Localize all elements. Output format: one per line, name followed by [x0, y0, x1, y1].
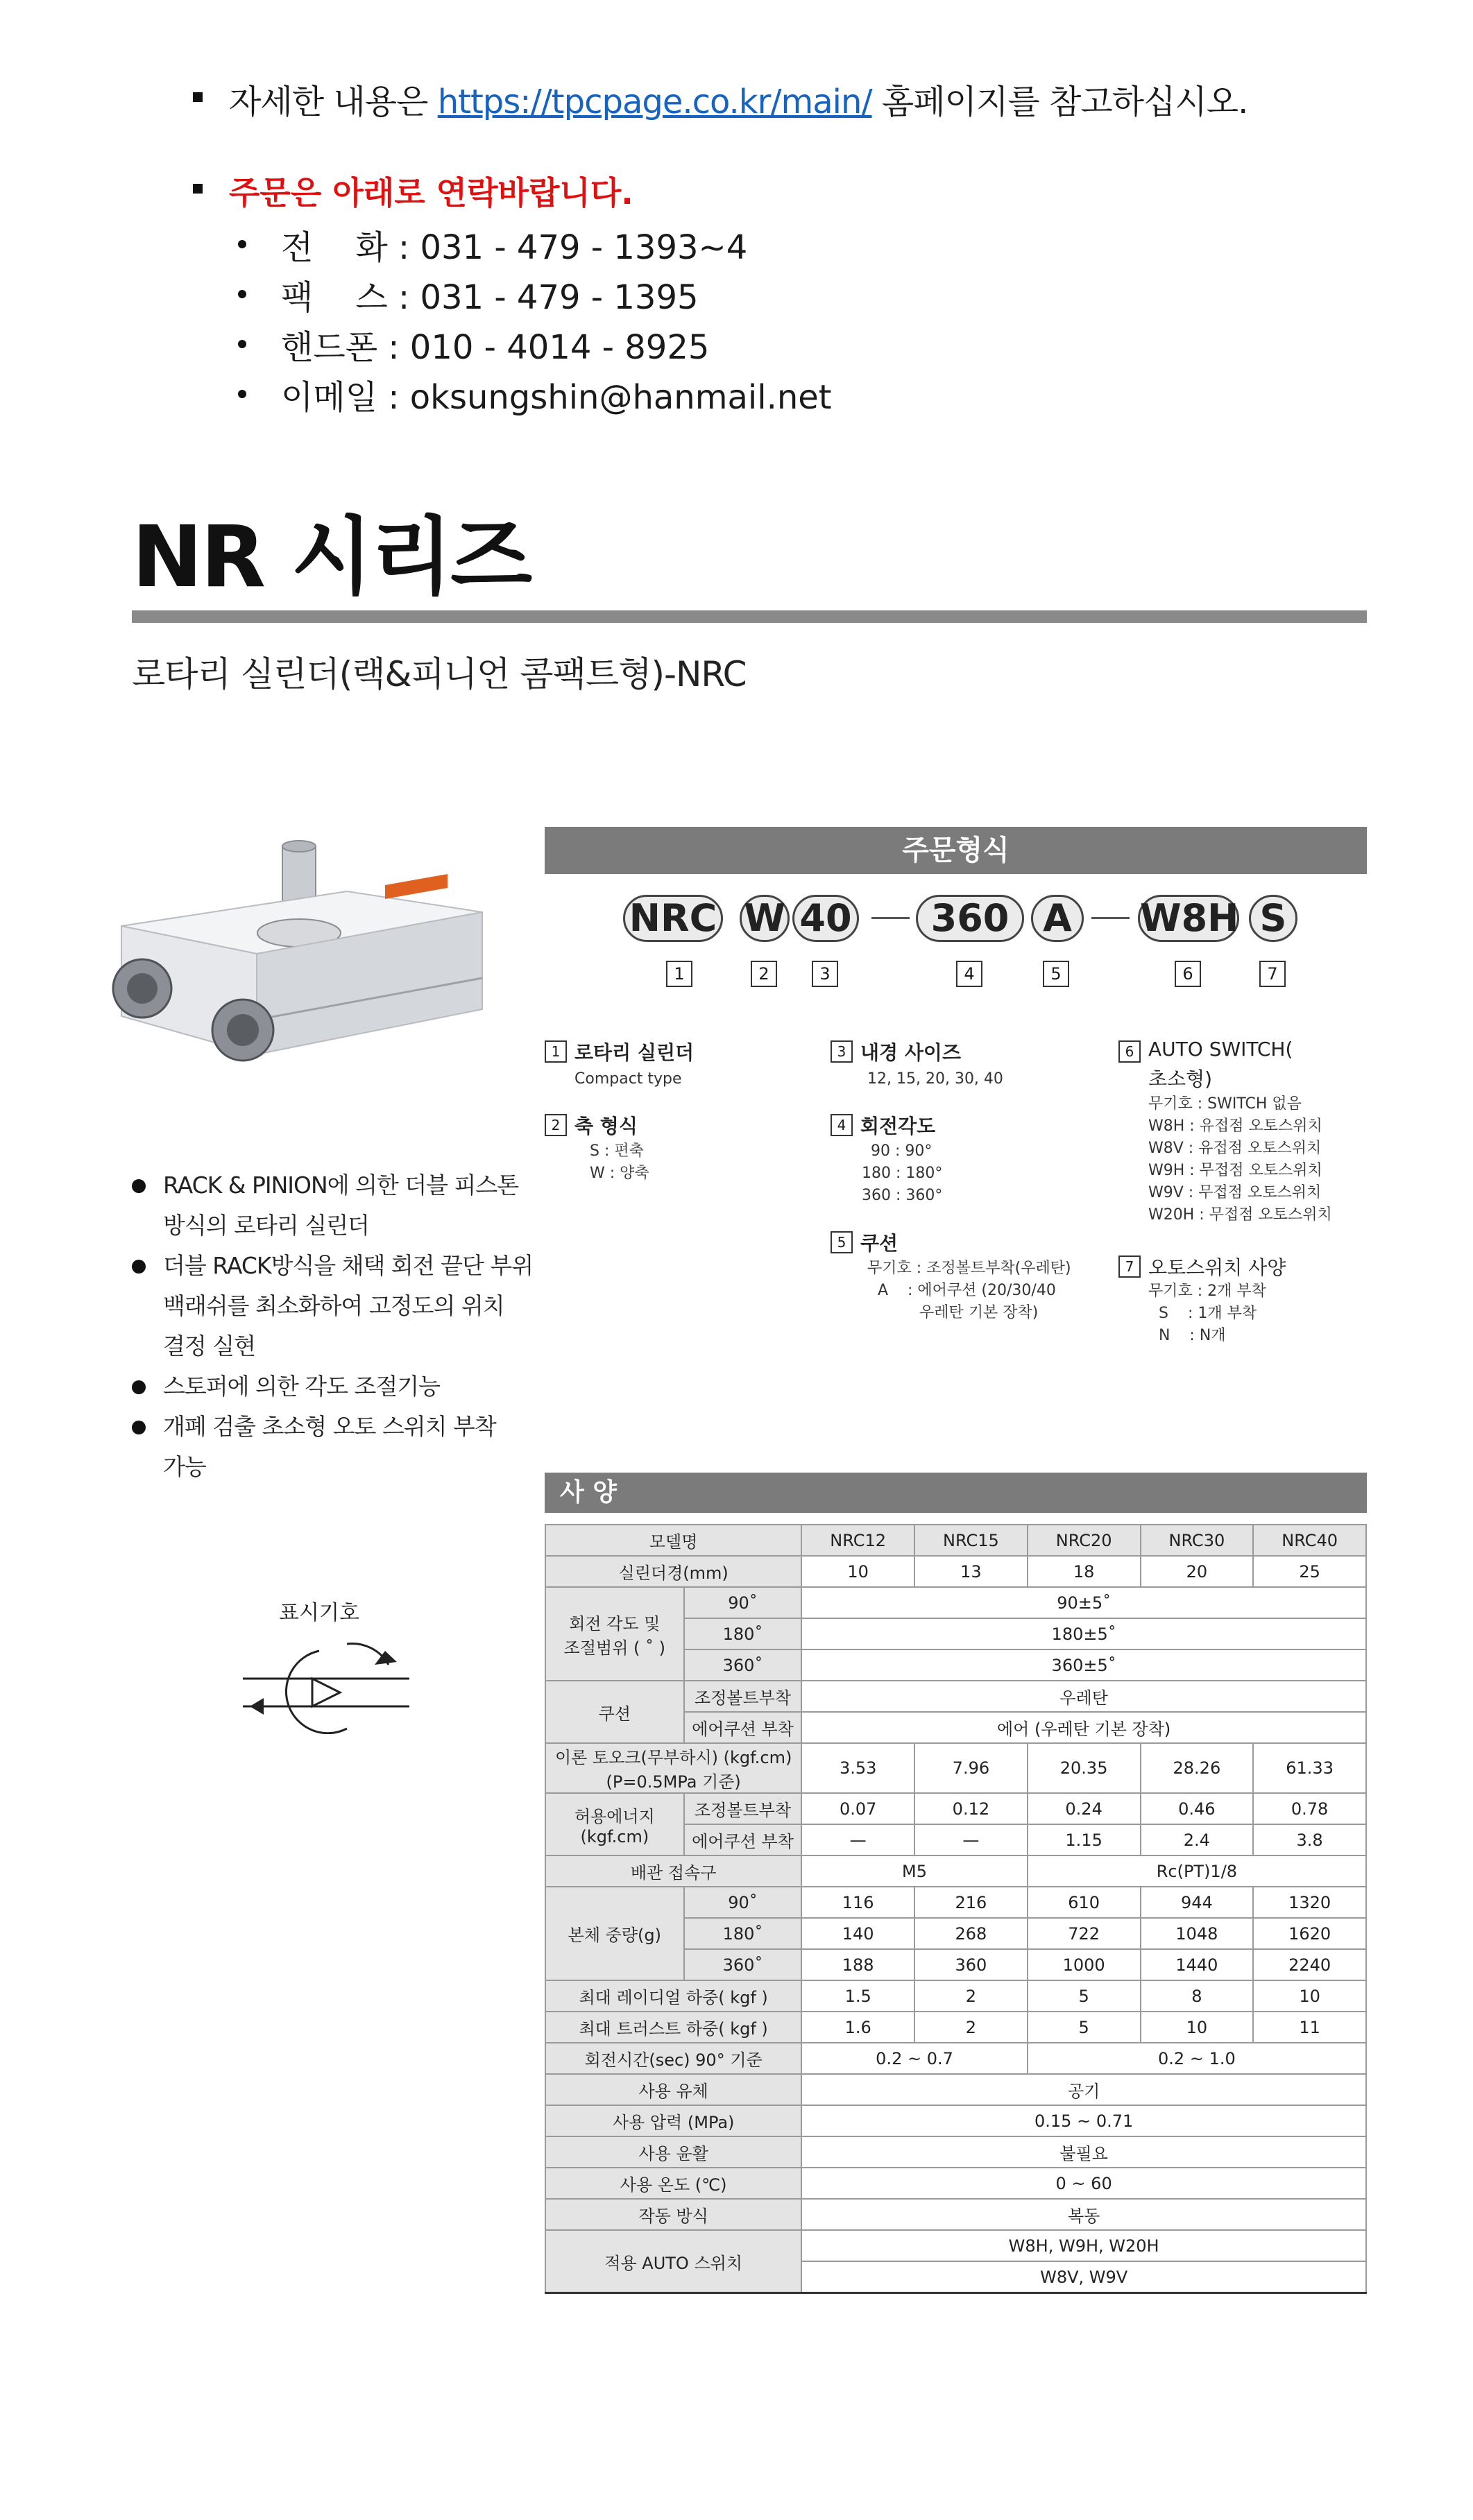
code-cushion: A — [1031, 895, 1084, 942]
shaft-top — [282, 841, 316, 852]
code-shaft: W — [740, 895, 790, 942]
table-row: 이론 토오크(무부하시) (kgf.cm) (P=0.5MPa 기준) 3.53 7.96 20.35 28.26 61.33 — [545, 1743, 1366, 1793]
item6-sub: W8V : 유접점 오토스위치 — [1148, 1140, 1322, 1157]
table-row: 모델명 NRC12 NRC15 NRC20 NRC30 NRC40 — [545, 1525, 1366, 1556]
table-row: 실린더경(mm) 10 13 18 20 25 — [545, 1556, 1366, 1587]
item6-sub: W8H : 유접점 오토스위치 — [1148, 1117, 1322, 1135]
code-dash — [1091, 917, 1130, 919]
table-row: 360˚ 360±5˚ — [545, 1649, 1366, 1681]
item7-sub: 무기호 : 2개 부착 — [1148, 1283, 1266, 1300]
table-row: 적용 AUTO 스위치 W8H, W9H, W20H — [545, 2230, 1366, 2261]
item7-sub: S : 1개 부착 — [1159, 1305, 1257, 1322]
table-row: 최대 트러스트 하중( kgf ) 1.6 2 5 10 11 — [545, 2012, 1366, 2043]
title-rule — [132, 610, 1367, 623]
item4-sub: 90 : 90° — [871, 1142, 933, 1160]
code-number: 4 — [956, 961, 982, 987]
item-number: 4 — [831, 1114, 853, 1136]
code-number: 1 — [666, 961, 692, 987]
feature-line: 방식의 로타리 실린더 — [163, 1212, 369, 1239]
page-title: NR 시리즈 — [132, 508, 531, 606]
item1-title: 로타리 실린더 — [574, 1041, 695, 1064]
code-number: 6 — [1175, 961, 1201, 987]
item4-title: 회전각도 — [860, 1115, 936, 1138]
feature-bullet — [132, 1380, 146, 1394]
stopper-left-inner — [127, 973, 157, 1004]
item-number: 6 — [1118, 1040, 1141, 1063]
bullet-dot — [238, 290, 246, 298]
item5-sub: 무기호 : 조정볼트부착(우레탄) — [867, 1260, 1071, 1277]
table-row: 본체 중량(g) 90˚ 116 216 610 944 1320 — [545, 1887, 1366, 1918]
code-nrc: NRC — [623, 895, 723, 942]
code-bore: 40 — [792, 895, 859, 942]
code-switch-qty: S — [1249, 895, 1297, 942]
bullet-dot — [238, 390, 246, 398]
item-number: 7 — [1118, 1255, 1141, 1278]
table-row: 허용에너지 (kgf.cm) 조정볼트부착 0.07 0.12 0.24 0.46 0.78 — [545, 1793, 1366, 1824]
email-line: 이메일 : oksungshin@hanmail.net — [281, 378, 832, 417]
item4-sub: 180 : 180° — [862, 1165, 943, 1182]
item2-title: 축 형식 — [574, 1115, 638, 1138]
table-row: 사용 온도 (℃) 0 ~ 60 — [545, 2168, 1366, 2199]
homepage-link[interactable]: https://tpcpage.co.kr/main/ — [437, 83, 872, 121]
order-heading-bar — [545, 827, 1367, 874]
product-image — [94, 832, 510, 1124]
feature-bullet — [132, 1260, 146, 1274]
code-angle: 360 — [916, 895, 1024, 942]
code-number: 2 — [751, 961, 777, 987]
table-row: 회전시간(sec) 90° 기준 0.2 ~ 0.7 0.2 ~ 1.0 — [545, 2043, 1366, 2074]
page-subtitle: 로타리 실린더(랙&피니언 콤팩트형)-NRC — [132, 654, 747, 694]
order-heading: 주문은 아래로 연락바랍니다. — [229, 174, 633, 212]
item5-sub: A : 에어쿠션 (20/30/40 — [878, 1282, 1056, 1299]
stopper-right-inner — [227, 1014, 259, 1046]
feature-list — [163, 1165, 533, 1487]
spec-heading-bar — [545, 1473, 1367, 1513]
item-number: 3 — [831, 1040, 853, 1063]
code-number: 7 — [1259, 961, 1286, 987]
table-row: 배관 접속구 M5 Rc(PT)1/8 — [545, 1855, 1366, 1887]
item3-title: 내경 사이즈 — [860, 1041, 961, 1064]
table-row: 180˚ 140 268 722 1048 1620 — [545, 1918, 1366, 1949]
table-row: 쿠션 조정볼트부착 우레탄 — [545, 1681, 1366, 1712]
feature-line: 개폐 검출 초소형 오토 스위치 부착 — [163, 1413, 496, 1440]
code-dash — [871, 917, 910, 919]
feature-bullet — [132, 1179, 146, 1193]
item3-sub: 12, 15, 20, 30, 40 — [867, 1070, 1003, 1088]
feature-line: 스토퍼에 의한 각도 조절기능 — [163, 1373, 441, 1400]
item6-title: AUTO SWITCH( — [1148, 1038, 1293, 1061]
table-row: 에어쿠션 부착 에어 (우레탄 기본 장착) — [545, 1712, 1366, 1743]
table-row: 360˚ 188 360 1000 1440 2240 — [545, 1949, 1366, 1980]
table-row: 사용 압력 (MPa) 0.15 ~ 0.71 — [545, 2105, 1366, 2136]
table-row: 작동 방식 복동 — [545, 2199, 1366, 2230]
item6-sub: W9V : 무접점 오토스위치 — [1148, 1184, 1322, 1201]
item2-sub: W : 양축 — [590, 1165, 649, 1182]
phone-line: 전 화 : 031 - 479 - 1393~4 — [281, 228, 748, 267]
table-row: 에어쿠션 부착 — — 1.15 2.4 3.8 — [545, 1824, 1366, 1855]
item5-sub: 우레탄 기본 장착) — [919, 1304, 1039, 1321]
rotary-symbol-icon — [236, 1637, 409, 1734]
item6-sub: W20H : 무접점 오토스위치 — [1148, 1206, 1332, 1224]
table-row: 180˚ 180±5˚ — [545, 1618, 1366, 1649]
code-number: 3 — [812, 961, 838, 987]
mobile-line: 핸드폰 : 010 - 4014 - 8925 — [281, 328, 710, 367]
item6-sub: W9H : 무접점 오토스위치 — [1148, 1162, 1322, 1179]
symbol-label: 표시기호 — [279, 1601, 359, 1625]
item6-sub: 무기호 : SWITCH 없음 — [1148, 1095, 1302, 1113]
table-row: W8V, W9V — [545, 2261, 1366, 2293]
feature-line: 더블 RACK방식을 채택 회전 끝단 부위 — [163, 1252, 534, 1279]
label-strip — [385, 874, 448, 899]
table-row: 회전 각도 및 조절범위 ( ˚ ) 90˚ 90±5˚ — [545, 1587, 1366, 1618]
item4-sub: 360 : 360° — [862, 1187, 943, 1204]
item6-title: 초소형) — [1148, 1068, 1213, 1090]
item-number: 1 — [545, 1040, 567, 1063]
item-number: 2 — [545, 1114, 567, 1136]
order-heading: 주문형식 — [902, 834, 1010, 866]
table-row: 최대 레이디얼 하중( kgf ) 1.5 2 5 8 10 — [545, 1980, 1366, 2012]
fax-line: 팩 스 : 031 - 479 - 1395 — [281, 278, 699, 317]
feature-line: RACK & PINION에 의한 더블 피스톤 — [163, 1172, 519, 1199]
bullet-dot — [238, 340, 246, 348]
item5-title: 쿠션 — [860, 1232, 899, 1255]
bullet-square — [193, 184, 203, 194]
table-row: 사용 유체 공기 — [545, 2074, 1366, 2105]
code-number: 5 — [1043, 961, 1069, 987]
feature-line: 백래쉬를 최소화하여 고정도의 위치 — [163, 1292, 504, 1319]
bullet-square — [193, 92, 203, 102]
item1-sub: Compact type — [574, 1070, 682, 1088]
code-switch: W8H — [1138, 895, 1239, 942]
feature-bullet — [132, 1421, 146, 1434]
item-number: 5 — [831, 1231, 853, 1253]
item7-sub: N : N개 — [1159, 1327, 1226, 1344]
feature-line: 가능 — [163, 1453, 206, 1480]
item2-sub: S : 편축 — [590, 1142, 644, 1160]
table-row: 사용 윤활 불필요 — [545, 2136, 1366, 2168]
spec-table — [545, 1524, 1367, 2294]
info-line: 자세한 내용은 https://tpcpage.co.kr/main/ 홈페이지를 참고하십시오. — [229, 83, 1248, 121]
spec-heading: 사 양 — [560, 1478, 618, 1507]
bullet-dot — [238, 240, 246, 248]
item7-title: 오토스위치 사양 — [1148, 1256, 1286, 1279]
feature-line: 결정 실현 — [163, 1332, 256, 1360]
